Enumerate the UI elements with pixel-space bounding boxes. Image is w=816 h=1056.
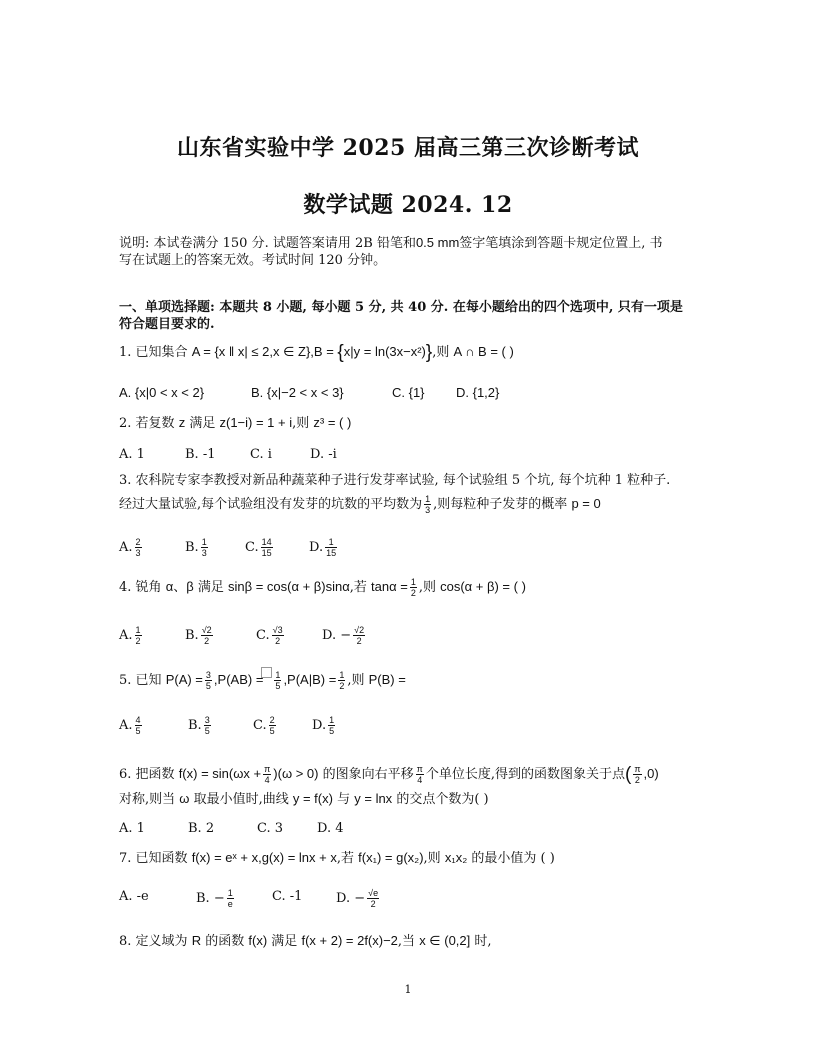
q3-choice-a: A. $\frac{2}{3}$ <box>119 537 141 558</box>
question-6-line-2: 对称,则当 ω 取最小值时,曲线 y = f(x) 与 y = lnx 的交点个数为( ) <box>119 791 489 807</box>
question-6-line-1: 6. 把函数 f(x) = sin(ωx + $\frac{\pi}{4}$ )(ω > 0) 的图象向右平移 $\frac{\pi}{4}$ 个单位长度,得到的函数图象关于点( $\frac{\pi}{2}$ ,0) <box>119 764 659 785</box>
q4-choice-d: D. − $\frac{√2}{2}$ <box>322 625 365 646</box>
q5-choice-b: B. $\frac{3}{5}$ <box>188 715 210 736</box>
q2-choice-c: C. i <box>250 447 272 462</box>
question-1: 1. 已知集合 A = {x ‖ x| ≤ 2,x ∈ Z},B = {x|y = ln(3x−x²)},则 A ∩ B = ( ) <box>119 342 514 363</box>
q2-choice-b: B. -1 <box>185 447 216 462</box>
exam-title: 山东省实验中学 2025 届高三第三次诊断考试 <box>176 135 640 161</box>
placeholder-box-icon <box>261 667 272 678</box>
q4-choice-c: C. $\frac{√3}{2}$ <box>256 625 283 646</box>
q4-choice-b: B. $\frac{√2}{2}$ <box>185 625 212 646</box>
q6-choice-b: B. 2 <box>188 821 215 836</box>
q7-choice-b: B. − $\frac{1}{e}$ <box>196 888 233 909</box>
instructions-line-1: 说明: 本试卷满分 150 分. 试题答案请用 2B 铅笔和0.5 mm签字笔填涂到答题卡规定位置上, 书 <box>119 235 663 251</box>
question-5: 5. 已知 P(A) = $\frac{3}{5}$ ,P(AB) = $\frac{1}{5}$ ,P(A|B) = $\frac{1}{2}$ ,则 P(B) = <box>119 667 709 691</box>
section-heading: 一、单项选择题: 本题共 8 小题, 每小题 5 分, 共 40 分. 在每小题给出的四个选项中, 只有一项是 <box>119 300 683 315</box>
q1-choice-d: D. {1,2} <box>456 385 500 400</box>
question-4: 4. 锐角 α、β 满足 sinβ = cos(α + β)sinα,若 tanα = $\frac{1}{2}$ ,则 cos(α + β) = ( ) <box>119 577 526 598</box>
q5-choice-c: C. $\frac{2}{5}$ <box>253 715 275 736</box>
q1-choice-a: A. {x|0 < x < 2} <box>119 385 205 400</box>
q2-choice-a: A. 1 <box>119 447 145 462</box>
q7-choice-a: A. -e <box>119 889 149 904</box>
q3-choice-d: D. $\frac{1}{15}$ <box>309 537 337 558</box>
q3-choice-c: C. $\frac{14}{15}$ <box>245 537 272 558</box>
instructions-line-2: 写在试题上的答案无效。考试时间 120 分钟。 <box>119 253 387 268</box>
question-2: 2. 若复数 z 满足 z(1−i) = 1 + i,则 z³ = ( ) <box>119 415 352 431</box>
q6-choice-d: D. 4 <box>317 821 344 836</box>
q6-choice-c: C. 3 <box>257 821 284 836</box>
question-7: 7. 已知函数 f(x) = eˣ + x,g(x) = lnx + x,若 f(x₁) = g(x₂),则 x₁x₂ 的最小值为 ( ) <box>119 850 555 866</box>
q7-choice-d: D. − $\frac{√e}{2}$ <box>336 888 379 909</box>
q4-choice-a: A. $\frac{1}{2}$ <box>119 625 141 646</box>
q2-choice-d: D. -i <box>310 447 337 462</box>
question-8: 8. 定义域为 R 的函数 f(x) 满足 f(x + 2) = 2f(x)−2,当 x ∈ (0,2] 时, <box>119 933 492 949</box>
q5-choice-d: D. $\frac{1}{5}$ <box>312 715 335 736</box>
page-number: 1 <box>404 983 412 996</box>
exam-subtitle: 数学试题 2024. 12 <box>303 192 513 218</box>
q1-choice-c: C. {1} <box>392 385 425 400</box>
q1-choice-b: B. {x|−2 < x < 3} <box>251 385 344 400</box>
question-3-line-1: 3. 农科院专家李教授对新品种蔬菜种子进行发芽率试验, 每个试验组 5 个坑, 每个坑种 1 粒种子. <box>119 473 671 488</box>
question-3-line-2: 经过大量试验,每个试验组没有发芽的坑数的平均数为 $\frac{1}{3}$ ,则每粒种子发芽的概率 p = 0 <box>119 494 601 515</box>
section-heading-cont: 符合题目要求的. <box>119 317 215 332</box>
q3-choice-b: B. $\frac{1}{3}$ <box>185 537 207 558</box>
q7-choice-c: C. -1 <box>272 889 303 904</box>
q6-choice-a: A. 1 <box>119 821 145 836</box>
q5-choice-a: A. $\frac{4}{5}$ <box>119 715 141 736</box>
